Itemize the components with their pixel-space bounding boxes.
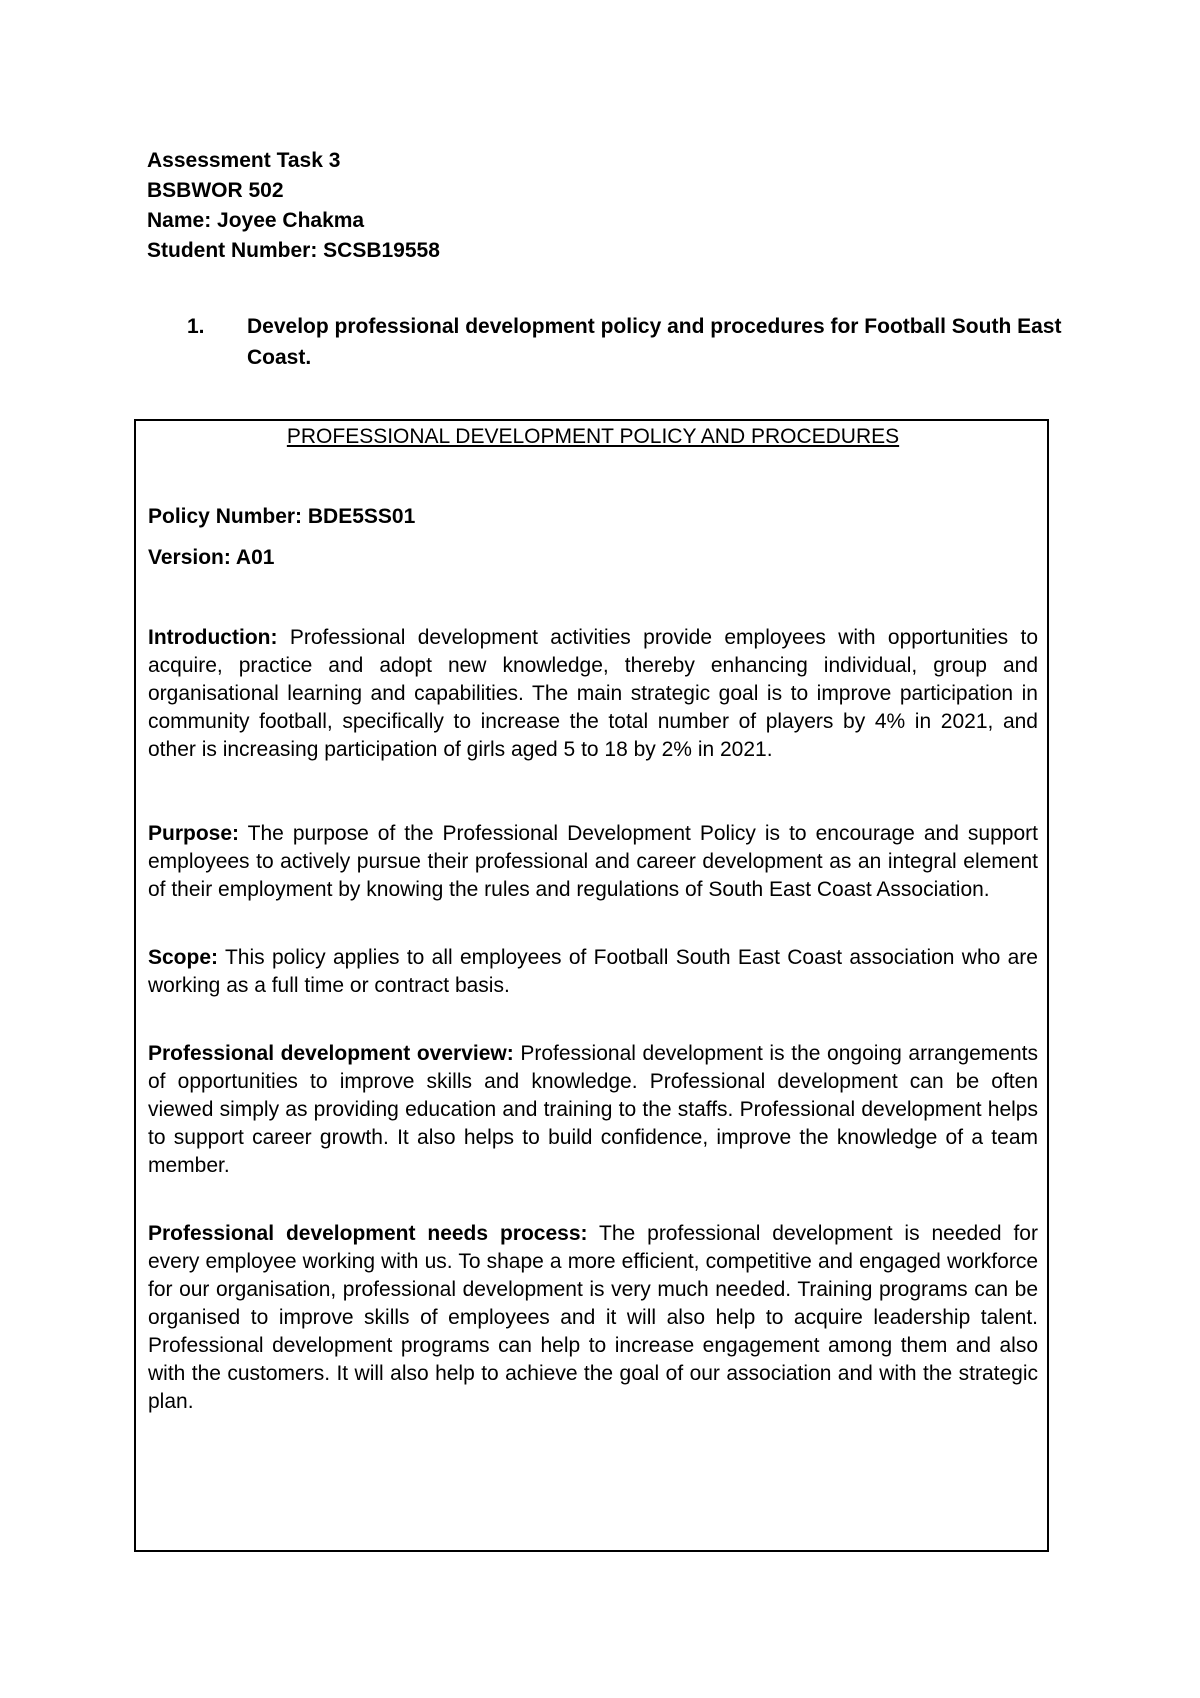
policy-title: PROFESSIONAL DEVELOPMENT POLICY AND PROCEDURES <box>286 425 900 448</box>
section-overview <box>148 1040 1038 1180</box>
task-number: 1. <box>187 315 205 338</box>
student-number: Student Number: SCSB19558 <box>147 239 440 262</box>
student-name: Name: Joyee Chakma <box>147 209 365 232</box>
policy-box <box>134 419 1049 1552</box>
section-introduction <box>148 624 1038 764</box>
policy-number: Policy Number: BDE5SS01 <box>148 505 416 528</box>
section-text: This policy applies to all employees of Football South East Coast association who are working as a full time or contract basis. <box>148 946 1038 997</box>
section-label: Professional development needs process: <box>148 1222 588 1245</box>
section-label: Professional development overview: <box>148 1042 514 1065</box>
section-text: The purpose of the Professional Development Policy is to encourage and support employees to actively pursue their professional and career development as an integral element of their employment by knowing the rules and regulations of South East Coast Association. <box>148 822 1038 901</box>
task-text: Develop professional development policy and procedures for Football South East Coast. <box>247 315 1062 369</box>
task-question <box>147 311 1077 373</box>
section-text: Professional development activities provide employees with opportunities to acquire, practice and adopt new knowledge, thereby enhancing individual, group and organisational learning and capabilities. The main strategic goal is to improve participation in community football, specifically to increase the total number of players by 4% in 2021, and other is increasing participation of girls aged 5 to 18 by 2% in 2021. <box>148 626 1038 761</box>
document-header <box>147 146 847 266</box>
section-text: The professional development is needed for every employee working with us. To shape a more efficient, competitive and engaged workforce for our organisation, professional development is very much needed. Training programs can be organised to improve skills of employees and it will also help to acquire leadership talent. Professional development programs can help to increase engagement among them and also with the customers. It will also help to achieve the goal of our association and with the strategic plan. <box>148 1222 1038 1413</box>
unit-code: BSBWOR 502 <box>147 179 284 202</box>
policy-version: Version: A01 <box>148 546 275 569</box>
section-label: Scope: <box>148 946 219 969</box>
section-needs-process <box>148 1220 1038 1416</box>
section-label: Introduction: <box>148 626 278 649</box>
section-text: Professional development is the ongoing arrangements of opportunities to improve skills and knowledge. Professional development can be often viewed simply as providing education and training to the staffs. Professional development helps to support career growth. It also helps to build confidence, improve the knowledge of a team member. <box>148 1042 1038 1177</box>
section-label: Purpose: <box>148 822 240 845</box>
section-scope <box>148 944 1038 1000</box>
section-purpose <box>148 820 1038 904</box>
policy-content <box>148 421 1038 1416</box>
assessment-title: Assessment Task 3 <box>147 149 341 172</box>
